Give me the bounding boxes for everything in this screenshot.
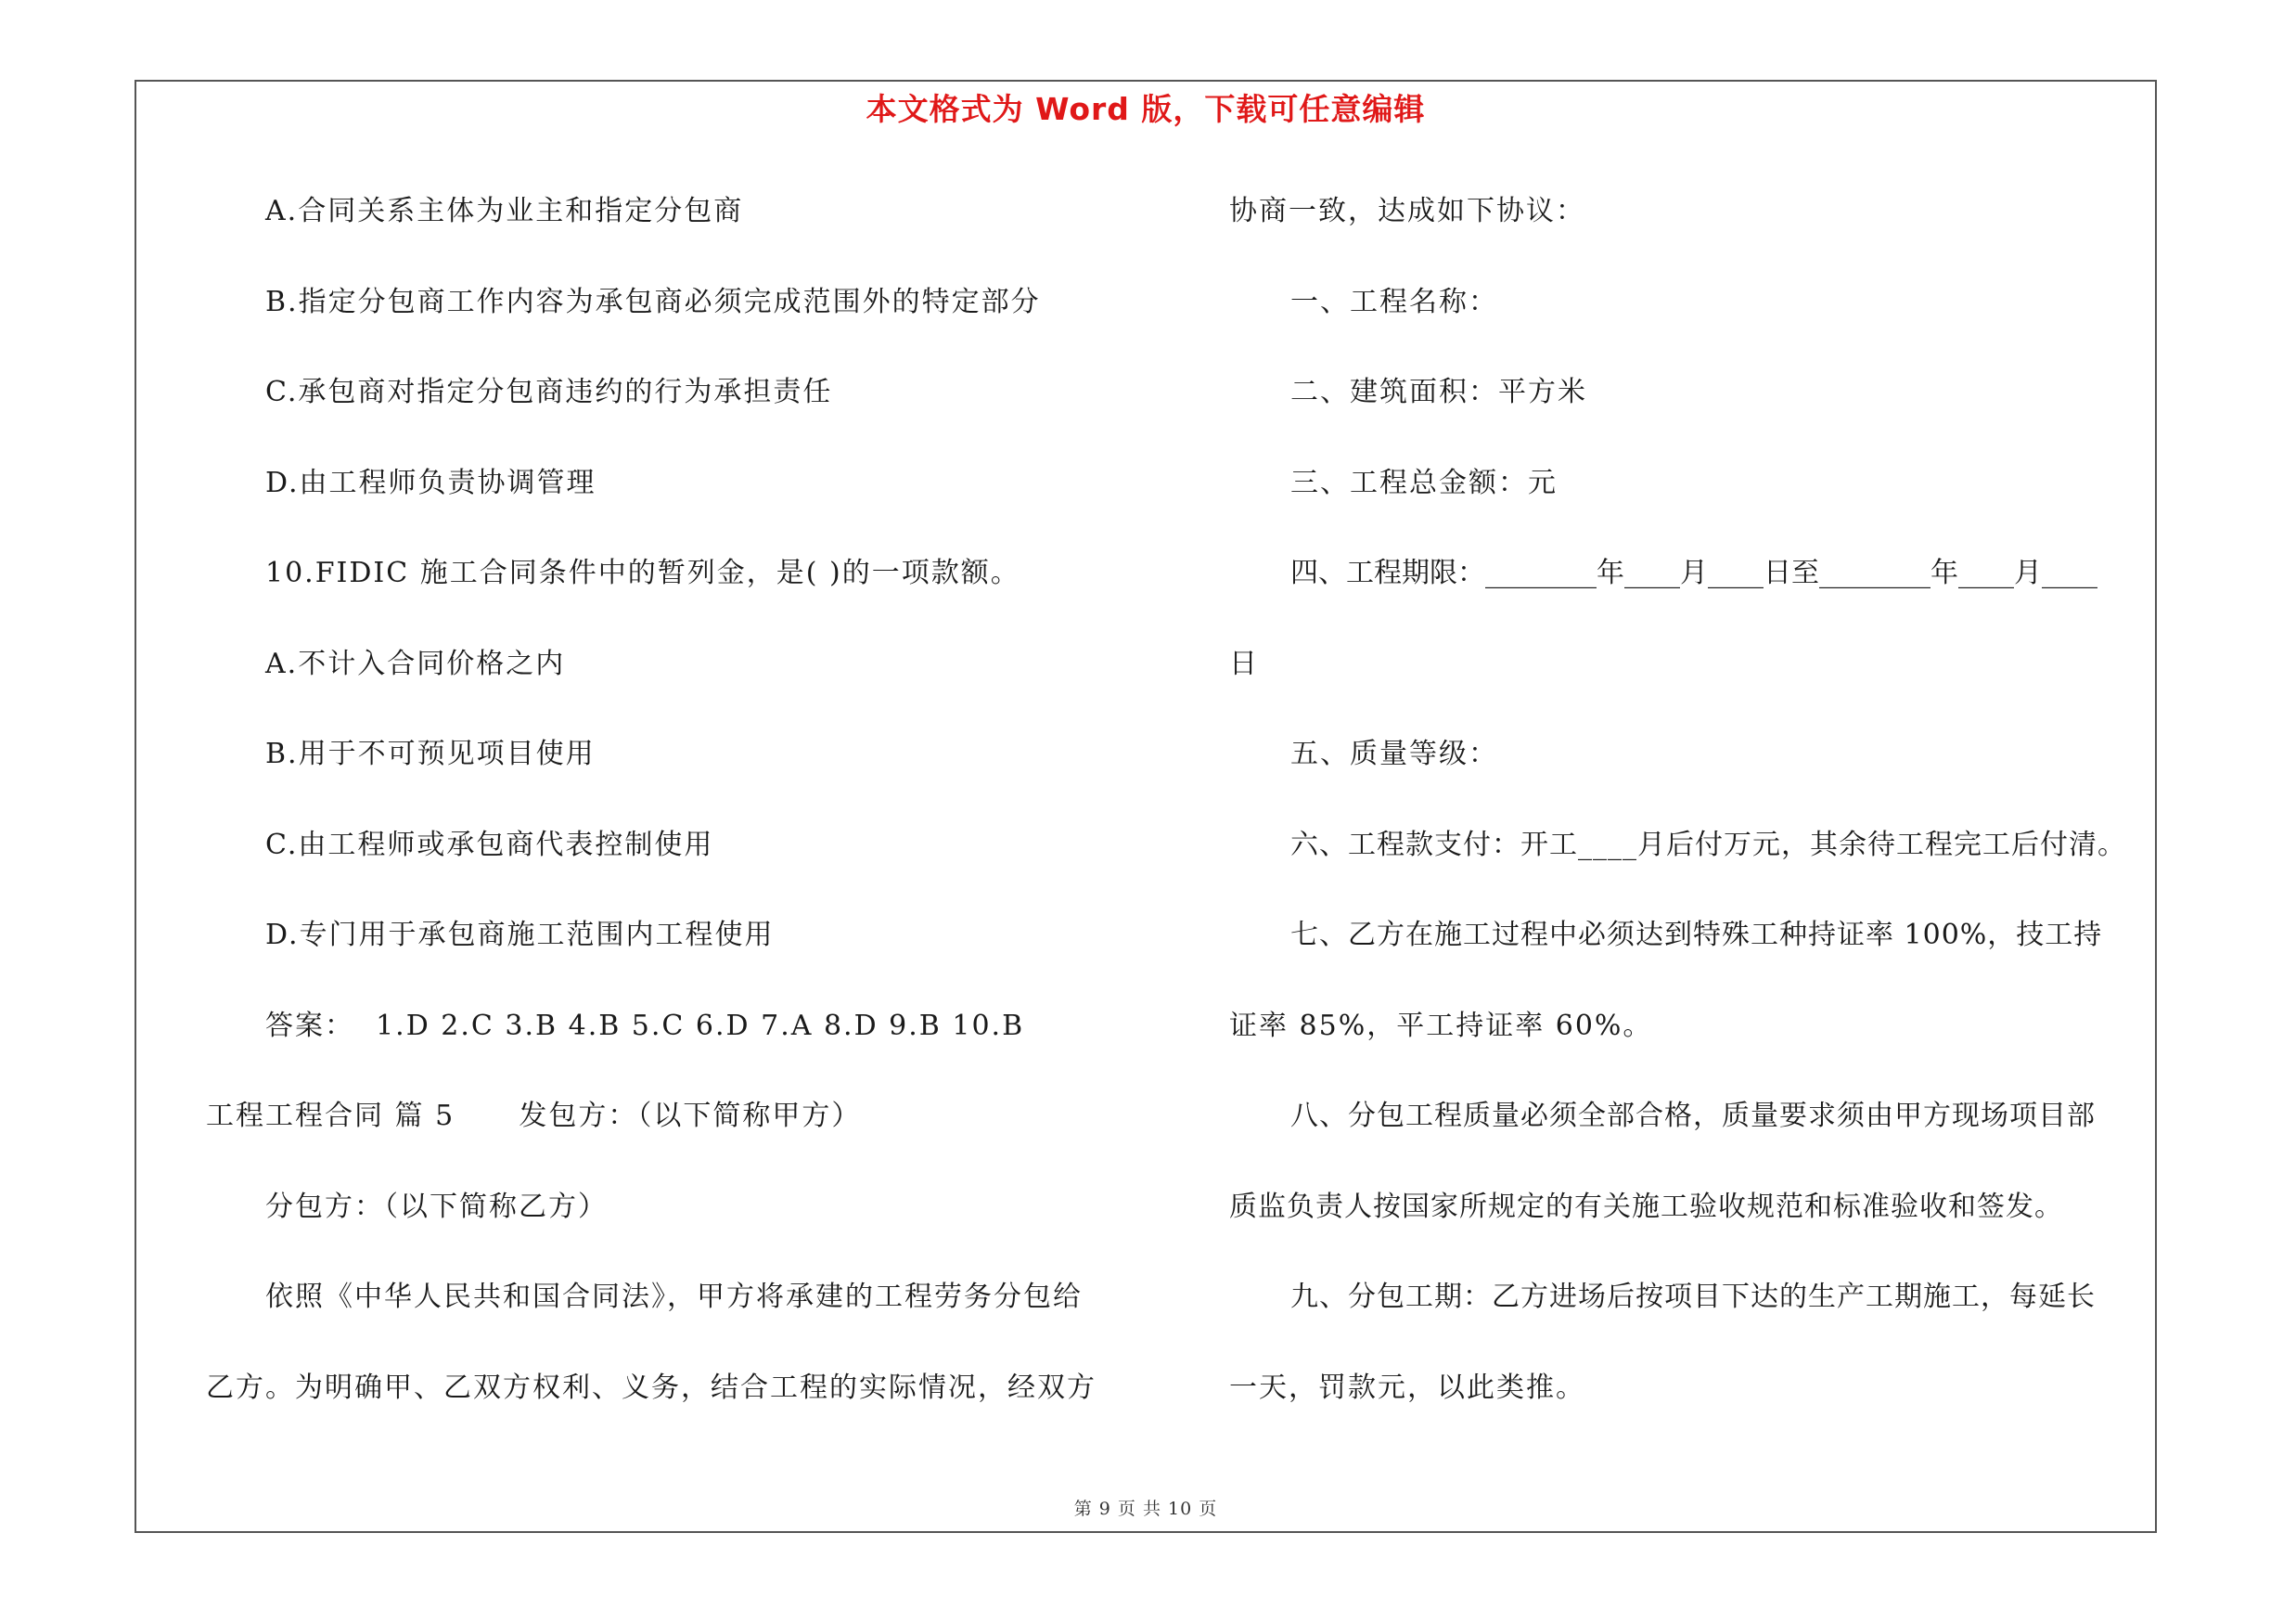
paragraph-line: 八、分包工程质量必须全部合格，质量要求须由甲方现场项目部 (1290, 1100, 2096, 1132)
paragraph-line: C.承包商对指定分包商违约的行为承担责任 (265, 376, 833, 408)
paragraph-line: 四、工程期限：________年____月____日至________年____月____ (1290, 557, 2097, 589)
paragraph-line: 一、工程名称： (1290, 286, 1498, 318)
paragraph-line: D.由工程师负责协调管理 (265, 467, 596, 499)
paragraph-line: A.不计入合同价格之内 (265, 648, 566, 680)
paragraph-line: C.由工程师或承包商代表控制使用 (265, 829, 714, 861)
paragraph-line: 五、质量等级： (1290, 738, 1498, 770)
section-heading-line: 工程工程合同 篇 5 发包方：（以下简称甲方） (206, 1100, 862, 1132)
paragraph-line: 二、建筑面积：平方米 (1290, 376, 1587, 408)
paragraph-line: A.合同关系主体为业主和指定分包商 (265, 195, 744, 227)
paragraph-line: 分包方：（以下简称乙方） (265, 1191, 608, 1223)
answer-line: 答案： 1.D 2.C 3.B 4.B 5.C 6.D 7.A 8.D 9.B 10.B (265, 1010, 1025, 1042)
paragraph-line: B.指定分包商工作内容为承包商必须完成范围外的特定部分 (265, 286, 1041, 318)
paragraph-line: B.用于不可预见项目使用 (265, 738, 596, 770)
paragraph-line: 乙方。为明确甲、乙双方权利、义务，结合工程的实际情况，经双方 (206, 1372, 1097, 1404)
paragraph-line: 三、工程总金额：元 (1290, 467, 1558, 499)
header-banner: 本文格式为 Word 版，下载可任意编辑 (866, 91, 1426, 127)
page-number-footer: 第 9 页 共 10 页 (1073, 1499, 1218, 1519)
paragraph-line: 九、分包工期：乙方进场后按项目下达的生产工期施工，每延长 (1290, 1281, 2096, 1313)
paragraph-line: 六、工程款支付：开工____月后付万元，其余待工程完工后付清。 (1290, 829, 2126, 861)
paragraph-line: 质监负责人按国家所规定的有关施工验收规范和标准验收和签发。 (1229, 1191, 2063, 1223)
paragraph-line: 协商一致，达成如下协议： (1229, 195, 1585, 227)
paragraph-line: 一天，罚款元，以此类推。 (1229, 1372, 1585, 1404)
paragraph-line: 日 (1229, 648, 1259, 680)
paragraph-line: 依照《中华人民共和国合同法》，甲方将承建的工程劳务分包给 (265, 1281, 1083, 1313)
paragraph-line: D.专门用于承包商施工范围内工程使用 (265, 919, 775, 951)
paragraph-line: 证率 85%，平工持证率 60%。 (1229, 1010, 1653, 1042)
paragraph-line: 七、乙方在施工过程中必须达到特殊工种持证率 100%，技工持 (1290, 919, 2103, 951)
paragraph-line: 10.FIDIC 施工合同条件中的暂列金，是( )的一项款额。 (265, 557, 1020, 589)
